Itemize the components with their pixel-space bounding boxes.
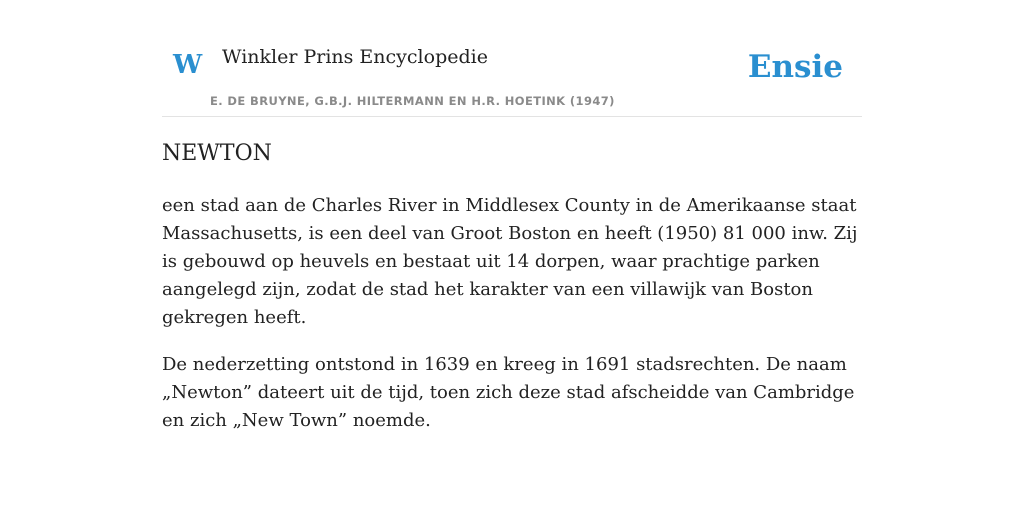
ensie-logo[interactable]: Ensie	[747, 49, 843, 85]
article-paragraph: een stad aan de Charles River in Middlesex County in de Amerikaanse staat Massachusetts, is een deel van Groot Boston en heeft (1950) 81 000 inw. Zij is gebouwd op heuvels en bestaat uit 14 dorpen, waar prachtige parken aangelegd zijn, zodat de stad het karakter van een villawijk van Boston gekregen heeft.	[162, 195, 858, 328]
authors-line: E. DE BRUYNE, G.B.J. HILTERMANN EN H.R. HOETINK (1947)	[210, 94, 615, 108]
winkler-prins-logo[interactable]: W	[173, 50, 203, 80]
article-body	[162, 192, 866, 454]
header	[162, 0, 862, 117]
article-paragraph: De nederzetting ontstond in 1639 en kreeg in 1691 stadsrechten. De naam „Newton” dateert uit de tijd, toen zich deze stad afscheidde van Cambridge en zich „New Town” noemde.	[162, 354, 855, 431]
encyclopedia-title[interactable]: Winkler Prins Encyclopedie	[222, 46, 488, 68]
article-title: NEWTON	[162, 141, 272, 166]
